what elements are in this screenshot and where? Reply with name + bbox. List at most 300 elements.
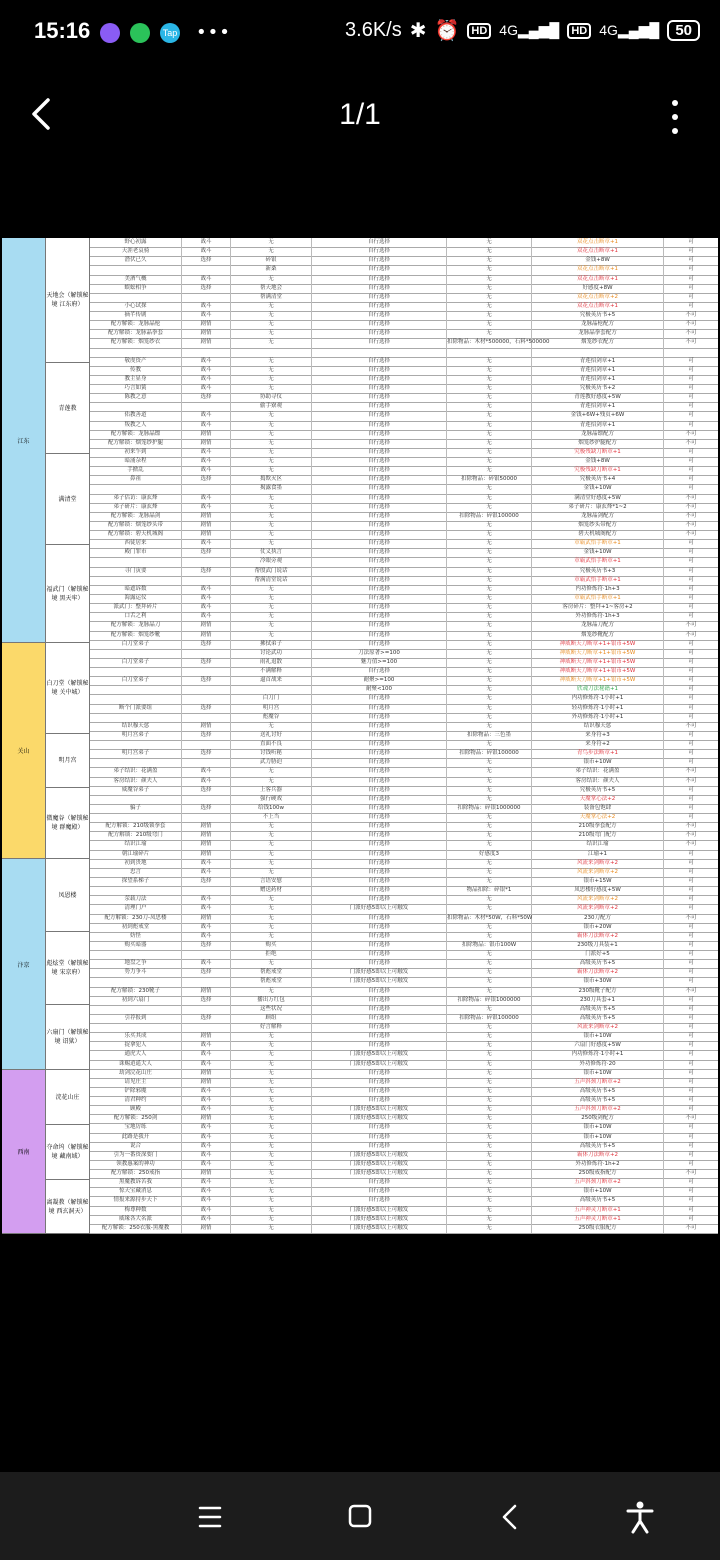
table-cell: 自行选择	[312, 302, 447, 311]
table-cell: 配方解锁：龙脉晶剑	[90, 512, 182, 521]
table-cell: 无	[231, 631, 312, 640]
table-cell: 不上当	[231, 813, 312, 822]
more-notifications-icon: •••	[196, 22, 231, 43]
table-cell: 无	[447, 895, 532, 904]
table-cell: 门派好感5即以上可触发	[312, 1105, 447, 1114]
table-cell: 可	[688, 804, 694, 811]
table-cell: 剧情	[182, 1224, 231, 1233]
table-cell: 自行选择	[312, 338, 447, 347]
table-cell: 无	[447, 1096, 532, 1105]
table-cell: 天魔掌心法+2	[532, 813, 664, 822]
sect-cell: 离凝教（解锁秘境 西玄洞天）	[46, 1180, 90, 1234]
table-cell: 无	[231, 987, 312, 996]
table-cell: 剧情	[182, 1032, 231, 1041]
table-cell: 自行选择	[312, 631, 447, 640]
status-right	[345, 18, 700, 43]
table-cell: 无	[447, 1224, 532, 1233]
table-cell: 无	[447, 831, 532, 840]
page-counter: 1/1	[339, 98, 381, 131]
table-cell: 无	[231, 366, 312, 375]
table-cell: 高级英历书+5	[532, 1196, 664, 1205]
table-cell	[90, 977, 182, 986]
table-cell: 银币+10W	[532, 758, 664, 767]
table-cell: 门派好感5即以上可触发	[312, 977, 447, 986]
table-cell: 言语安慰	[231, 877, 312, 886]
table-cell: 无	[231, 840, 312, 849]
table-cell: 帮彪戒堂	[231, 968, 312, 977]
table-cell: 结识江瑜	[532, 840, 664, 849]
table-cell	[90, 740, 182, 749]
table-cell: 传教	[90, 366, 182, 375]
table-cell: 战斗	[182, 777, 231, 786]
table-cell: 战斗	[182, 1142, 231, 1151]
table-cell: 无	[231, 421, 312, 430]
table-cell: 赠送药材	[231, 886, 312, 895]
table-cell: 可	[688, 375, 694, 382]
table-cell: 初到六扇门	[90, 996, 182, 1005]
table-cell: 不可	[685, 832, 697, 839]
table-cell: 可	[688, 421, 694, 428]
table-cell: 客房结识：颜夫人	[532, 777, 664, 786]
table-cell: 银币+10W	[532, 1133, 664, 1142]
table-cell: 无	[447, 585, 532, 594]
table-cell: 战斗	[182, 466, 231, 475]
table-cell: 无	[447, 430, 532, 439]
table-cell	[182, 348, 231, 357]
table-cell: 自行选择	[312, 722, 447, 731]
table-cell: 无	[231, 923, 312, 932]
table-cell	[182, 1005, 231, 1014]
table-cell: 门派好感5即以上可触发	[312, 1215, 447, 1224]
table-cell: 选择	[182, 658, 231, 667]
table-cell: 无	[447, 503, 532, 512]
table-cell: 凤思楼好感度+5W	[532, 886, 664, 895]
table-cell: 无	[231, 1032, 312, 1041]
table-cell: 帮彪戒堂	[231, 977, 312, 986]
table-cell: 自行选择	[312, 238, 447, 247]
table-cell: 高级英历书+5	[532, 1087, 664, 1096]
table-cell: 风流来剑断章+2	[532, 895, 664, 904]
table-cell: 可	[688, 302, 694, 309]
table-cell: 不可	[685, 987, 697, 994]
table-cell: 剧情	[182, 914, 231, 923]
table-cell: 自行选择	[312, 859, 447, 868]
table-cell: 230级刀具装+1	[532, 941, 664, 950]
table-cell: 自行选择	[312, 740, 447, 749]
table-cell: 战斗	[182, 1151, 231, 1160]
table-cell	[90, 758, 182, 767]
table-cell: 自行选择	[312, 329, 447, 338]
table-cell: 可	[688, 960, 694, 967]
table-cell: 无	[231, 1160, 312, 1169]
table-cell: 无	[231, 1142, 312, 1151]
region-cell: 汴京	[2, 859, 46, 1070]
table-cell: 剧情	[182, 822, 231, 831]
table-cell: 210级弯门配方	[532, 831, 664, 840]
table-cell: 不可	[685, 312, 697, 319]
table-cell: 弟子结识：花满盈	[532, 767, 664, 776]
table-cell: 银币+10W	[532, 1069, 664, 1078]
table-cell: 可	[688, 1206, 694, 1213]
table-cell: 可	[688, 786, 694, 793]
table-cell: 银币+15W	[532, 877, 664, 886]
table-cell: 烟笼纱靴配方	[532, 631, 664, 640]
table-cell: 烟笼纱护腿配方	[532, 439, 664, 448]
table-cell: 无	[231, 457, 312, 466]
table-cell: 结识穆天惩	[532, 722, 664, 731]
table-cell: 无	[447, 667, 532, 676]
table-cell: 风流来剑断章+2	[532, 1023, 664, 1032]
table-cell: 无	[231, 311, 312, 320]
table-cell: 可	[688, 1197, 694, 1204]
table-cell: 妨怪	[90, 932, 182, 941]
table-cell: 剧情	[182, 722, 231, 731]
table-cell: 无	[231, 521, 312, 530]
spreadsheet-image[interactable]	[2, 238, 718, 1233]
table-cell: 门派好感5即以上可触发	[312, 1160, 447, 1169]
table-cell: 无	[447, 247, 532, 256]
table-cell: 无	[447, 1023, 532, 1032]
table-cell: 无	[231, 777, 312, 786]
table-cell: 不可	[685, 531, 697, 538]
table-cell: 自行选择	[312, 1069, 447, 1078]
table-cell: 战斗	[182, 594, 231, 603]
table-cell	[182, 293, 231, 302]
table-cell: 自行选择	[312, 494, 447, 503]
table-cell: 高级英历书+5	[532, 959, 664, 968]
sect-cell: 青莲教	[46, 363, 90, 454]
table-cell: 无	[447, 923, 532, 932]
table-cell: 扣除物品：碎银1000000	[447, 996, 532, 1005]
table-cell: 究极英历书+4	[532, 475, 664, 484]
table-cell: 战斗	[182, 959, 231, 968]
table-cell	[664, 348, 718, 357]
table-cell: 无	[231, 822, 312, 831]
table-cell: 究极英历书+2	[532, 384, 664, 393]
table-cell: 210级拳套配方	[532, 822, 664, 831]
table-cell	[90, 813, 182, 822]
table-cell: 可	[688, 248, 694, 255]
table-cell: 可	[688, 266, 694, 273]
table-cell: 选择	[182, 676, 231, 685]
table-cell: 选择	[182, 804, 231, 813]
table-cell: 帮满清堂	[231, 293, 312, 302]
table-cell: 不可	[685, 1224, 697, 1231]
table-cell: 扣除物品：碎银1000000	[447, 804, 532, 813]
table-cell: 无	[447, 320, 532, 329]
table-cell: 可	[688, 868, 694, 875]
table-cell: 无	[447, 548, 532, 557]
table-cell: 选择	[182, 640, 231, 649]
table-cell: 无	[231, 539, 312, 548]
table-cell: 无	[447, 822, 532, 831]
table-cell: 可	[688, 485, 694, 492]
table-cell: 黑魔教诉苦我	[90, 1178, 182, 1187]
table-cell: 无	[447, 932, 532, 941]
table-cell: 章霸武悟手断章+1	[532, 557, 664, 566]
table-cell: 无	[447, 530, 532, 539]
table-cell: 无	[447, 366, 532, 375]
home-button[interactable]	[340, 1500, 380, 1534]
table-cell: 自行选择	[312, 357, 447, 366]
table-cell: 初到贵地	[90, 859, 182, 868]
table-cell: 五声斜颈刀断章+2	[532, 1178, 664, 1187]
table-cell: 自行选择	[312, 713, 447, 722]
table-cell: 初到彪戒堂	[90, 923, 182, 932]
table-cell: 高级英历书+5	[532, 1096, 664, 1105]
table-cell: 无	[447, 265, 532, 274]
table-cell: 无	[231, 448, 312, 457]
table-cell: 自行选择	[312, 384, 447, 393]
table-cell: 客房结识：颜夫人	[90, 777, 182, 786]
table-cell: 无	[447, 621, 532, 630]
table-cell: 铲除邪魔	[90, 1087, 182, 1096]
table-cell: 无	[447, 1087, 532, 1096]
table-cell: 自行选择	[312, 247, 447, 256]
table-cell	[532, 348, 664, 357]
table-cell: 不可	[685, 321, 697, 328]
table-cell: 风流来剑断章+2	[532, 859, 664, 868]
table-cell: 这些状况	[231, 1005, 312, 1014]
table-cell: 强行硬戏	[231, 795, 312, 804]
table-cell: 青莲招剑章+1	[532, 357, 664, 366]
table-cell: 无	[231, 1069, 312, 1078]
region-cell: 江东	[2, 238, 46, 643]
table-cell: 自行选择	[312, 786, 447, 795]
table-cell: 究极英历书+3	[532, 567, 664, 576]
table-cell: 购买暗器	[90, 941, 182, 950]
spreadsheet-grid	[2, 238, 718, 1233]
table-cell: 无	[231, 722, 312, 731]
table-cell: 无	[447, 1133, 532, 1142]
table-cell: 霸体刀法断章+2	[532, 932, 664, 941]
spreadsheet-rows	[90, 238, 718, 1233]
table-cell: 满清堂好感度+5W	[532, 494, 664, 503]
table-cell: 自行选择	[312, 795, 447, 804]
table-cell: 欣魂刀法秘籍+1	[532, 685, 664, 694]
table-cell: 可	[688, 1142, 694, 1149]
table-cell	[182, 813, 231, 822]
nav-back-button[interactable]	[490, 1500, 530, 1534]
table-cell: 自行选择	[312, 430, 447, 439]
table-cell: 自行选择	[312, 704, 447, 713]
table-cell: 风流来剑断章+2	[532, 904, 664, 913]
table-cell: 自行选择	[312, 621, 447, 630]
table-cell: 无	[447, 594, 532, 603]
table-cell: 青莲招剑章+1	[532, 366, 664, 375]
table-cell: 不可	[685, 503, 697, 510]
table-cell	[90, 402, 182, 411]
table-cell: 捉拿犯人	[90, 1041, 182, 1050]
table-cell: 不可	[685, 1170, 697, 1177]
table-cell: 门派好感5即以上可触发	[312, 968, 447, 977]
table-cell: 可	[688, 357, 694, 364]
table-cell: 门派好感5即以上可触发	[312, 1151, 447, 1160]
table-cell: 可	[688, 476, 694, 483]
sect-cell: 夺命坞（解锁秘境 藏南域）	[46, 1125, 90, 1180]
table-cell: 不可	[685, 521, 697, 528]
table-cell: 自行选择	[312, 959, 447, 968]
table-cell: 战斗	[182, 1050, 231, 1059]
table-cell: 潜伏已久	[90, 256, 182, 265]
table-cell: 可	[688, 969, 694, 976]
table-cell: 自行选择	[312, 813, 447, 822]
table-cell: 自行选择	[312, 1087, 447, 1096]
table-cell: 武力胁迫	[231, 758, 312, 767]
table-cell: 无	[231, 1206, 312, 1215]
table-cell: 无	[231, 1114, 312, 1123]
table-cell	[90, 1023, 182, 1032]
table-cell: 自行选择	[312, 512, 447, 521]
table-cell: 自行选择	[312, 840, 447, 849]
table-cell: 无	[231, 1187, 312, 1196]
recent-apps-button[interactable]	[190, 1500, 230, 1534]
table-cell: 可	[688, 1179, 694, 1186]
table-cell: 不可	[685, 841, 697, 848]
table-cell: 战斗	[182, 1087, 231, 1096]
table-cell: 朝江瑜碎片	[90, 850, 182, 859]
table-cell: 天魔掌心法+2	[532, 795, 664, 804]
bluetooth-icon: ✱	[409, 20, 427, 42]
table-cell: 可	[688, 923, 694, 930]
table-cell: 自行选择	[312, 530, 447, 539]
table-cell: 自行选择	[312, 804, 447, 813]
table-cell: 250级戒指配方	[532, 1169, 664, 1178]
table-cell: 不可	[685, 1115, 697, 1122]
table-cell: 自行选择	[312, 311, 447, 320]
table-cell: 无	[447, 1078, 532, 1087]
table-cell: 无	[447, 1105, 532, 1114]
table-cell: 无	[231, 1096, 312, 1105]
table-cell: 选择	[182, 284, 231, 293]
table-cell: 可	[688, 905, 694, 912]
table-cell: 配方解锁：龙脉晶刀	[90, 621, 182, 630]
network-speed: 3.6K/s	[345, 19, 402, 41]
table-cell: 可	[688, 284, 694, 291]
table-cell: 无	[231, 594, 312, 603]
table-cell: 自行选择	[312, 1041, 447, 1050]
table-cell: 碧天机城阁配方	[532, 530, 664, 539]
table-cell: 可	[688, 677, 694, 684]
table-cell: 无	[447, 713, 532, 722]
table-cell: 请见庄主	[90, 1078, 182, 1087]
sect-cell: 彪炫堂（解锁秘境 宋京府）	[46, 932, 90, 1005]
table-cell: 白刀堂弟子	[90, 640, 182, 649]
table-cell: 战斗	[182, 1215, 231, 1224]
table-cell: 扣除物品：碎银100000	[447, 512, 532, 521]
table-cell: 自行选择	[312, 1123, 447, 1132]
table-cell: 内功修炼符·1小时+1	[532, 1050, 664, 1059]
table-cell: 可	[688, 887, 694, 894]
table-cell: 战斗	[182, 1133, 231, 1142]
table-cell: 无	[231, 1041, 312, 1050]
app-notification-icon	[100, 23, 120, 43]
table-cell: 教主显身	[90, 375, 182, 384]
table-cell: 自行选择	[312, 831, 447, 840]
taptap-icon: Tap	[160, 23, 180, 43]
table-cell: 可	[688, 850, 694, 857]
table-cell: 无	[231, 247, 312, 256]
table-cell: 自行选择	[312, 448, 447, 457]
table-cell: 自行选择	[312, 585, 447, 594]
table-cell: 无	[231, 1078, 312, 1087]
table-cell: 无	[447, 1123, 532, 1132]
table-cell: 高级英历书+5	[532, 1014, 664, 1023]
table-cell: 战斗	[182, 932, 231, 941]
table-cell: 门派好感5即以上可触发	[312, 1224, 447, 1233]
accessibility-button[interactable]	[620, 1500, 660, 1534]
table-cell: 战斗	[182, 366, 231, 375]
table-cell: 无	[231, 1178, 312, 1187]
table-cell: 骗子	[90, 804, 182, 813]
table-cell: 无	[447, 466, 532, 475]
table-cell: 可	[688, 713, 694, 720]
status-bar	[0, 0, 720, 64]
table-cell: 美酒气概	[90, 275, 182, 284]
table-cell: 战斗	[182, 895, 231, 904]
table-cell: 惊天宝藏消息	[90, 1187, 182, 1196]
table-cell: 章霸武悟手断章+1	[532, 539, 664, 548]
table-cell: 不可	[685, 494, 697, 501]
table-cell: 无	[231, 512, 312, 521]
table-cell: 龙脉晶刀配方	[532, 621, 664, 630]
table-cell: 自行选择	[312, 548, 447, 557]
hd-icon-1: HD	[467, 23, 491, 39]
table-cell: 无	[231, 275, 312, 284]
table-cell: 神威断天刀断章+1+银币+5W	[532, 658, 664, 667]
table-cell: 扣除物品：木材*50W，石料*50W	[447, 914, 532, 923]
table-cell: 无	[447, 685, 532, 694]
table-cell: 战斗	[182, 421, 231, 430]
table-cell: 自行选择	[312, 1187, 447, 1196]
table-cell: 配方解锁：210级弯门	[90, 831, 182, 840]
table-cell: 帮满清堂说话	[231, 576, 312, 585]
menu-lines-icon	[190, 1500, 230, 1534]
table-cell: 无	[231, 384, 312, 393]
table-cell: 可	[688, 403, 694, 410]
table-cell: 可	[688, 613, 694, 620]
table-cell: 小心试探	[90, 302, 182, 311]
more-options-button[interactable]	[668, 100, 682, 134]
table-cell: 揭露食墨	[231, 484, 312, 493]
alarm-icon: ⏰	[434, 20, 460, 42]
table-cell: 战斗	[182, 448, 231, 457]
table-cell: 可	[688, 695, 694, 702]
table-cell: 可	[688, 649, 694, 656]
table-cell: 自行选择	[312, 603, 447, 612]
table-cell: 明月宫	[231, 704, 312, 713]
table-cell: 可	[688, 239, 694, 245]
table-cell: 购买	[231, 941, 312, 950]
table-cell: 可	[688, 668, 694, 675]
table-cell: 探望系梯子	[90, 877, 182, 886]
table-cell: 口舌之利	[90, 612, 182, 621]
table-cell: 好感度3	[447, 850, 532, 859]
table-cell: 青莲教好感度+5W	[532, 393, 664, 402]
table-cell: 鼻祖	[90, 475, 182, 484]
table-cell: 清君种约	[90, 1096, 182, 1105]
table-cell: 野心初露	[90, 238, 182, 247]
table-cell: 双花点击断章+2	[532, 293, 664, 302]
table-cell: 可	[688, 1033, 694, 1040]
table-cell: 无	[447, 640, 532, 649]
region-cell: 西南	[2, 1070, 46, 1234]
table-cell: 战斗	[182, 585, 231, 594]
table-cell: 仗义执言	[231, 548, 312, 557]
table-cell: 说合	[90, 1142, 182, 1151]
table-cell: 配方解锁：250衣服-黑魔教	[90, 1224, 182, 1233]
table-cell: 金钱+10W	[532, 548, 664, 557]
